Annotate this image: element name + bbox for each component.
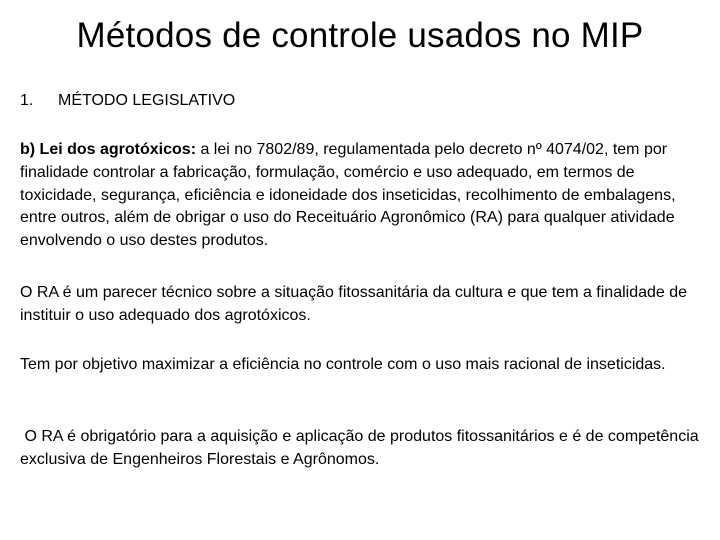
page-title: Métodos de controle usados no MIP (76, 16, 644, 55)
paragraph-ra-definition: O RA é um parecer técnico sobre a situação fitossanitária da cultura e que tem a finalidade de instituir o uso adequado dos agrotóxicos. (20, 284, 688, 324)
paragraph-ra-obligation: O RA é obrigatório para a aquisição e aplicação de produtos fitossanitários e é de competência exclusiva de Engenheiros Florestais e Agrônomos. (20, 428, 704, 468)
paragraph-lead: b) Lei dos agrotóxicos: (20, 141, 197, 158)
section-number: 1. (20, 92, 34, 109)
section-label: MÉTODO LEGISLATIVO (58, 92, 236, 109)
paragraph-ra-objective: Tem por objetivo maximizar a eficiência no controle com o uso mais racional de inseticidas. (20, 356, 666, 373)
paragraph-lei-agrotoxicos (20, 139, 700, 253)
paragraph-text: a lei no 7802/89, regulamentada pelo decreto nº 4074/02, tem por finalidade controlar a fabricação, formulação, comércio e uso adequado, em termos de toxicidade, segurança, eficiência e idoneidade dos inseticidas, recolhimento de embalagens, entre outros, além de obrigar o uso do Receituário Agronômico (RA) para qualquer atividade envolvendo o uso destes produtos. (20, 141, 676, 250)
section-heading (20, 91, 235, 111)
